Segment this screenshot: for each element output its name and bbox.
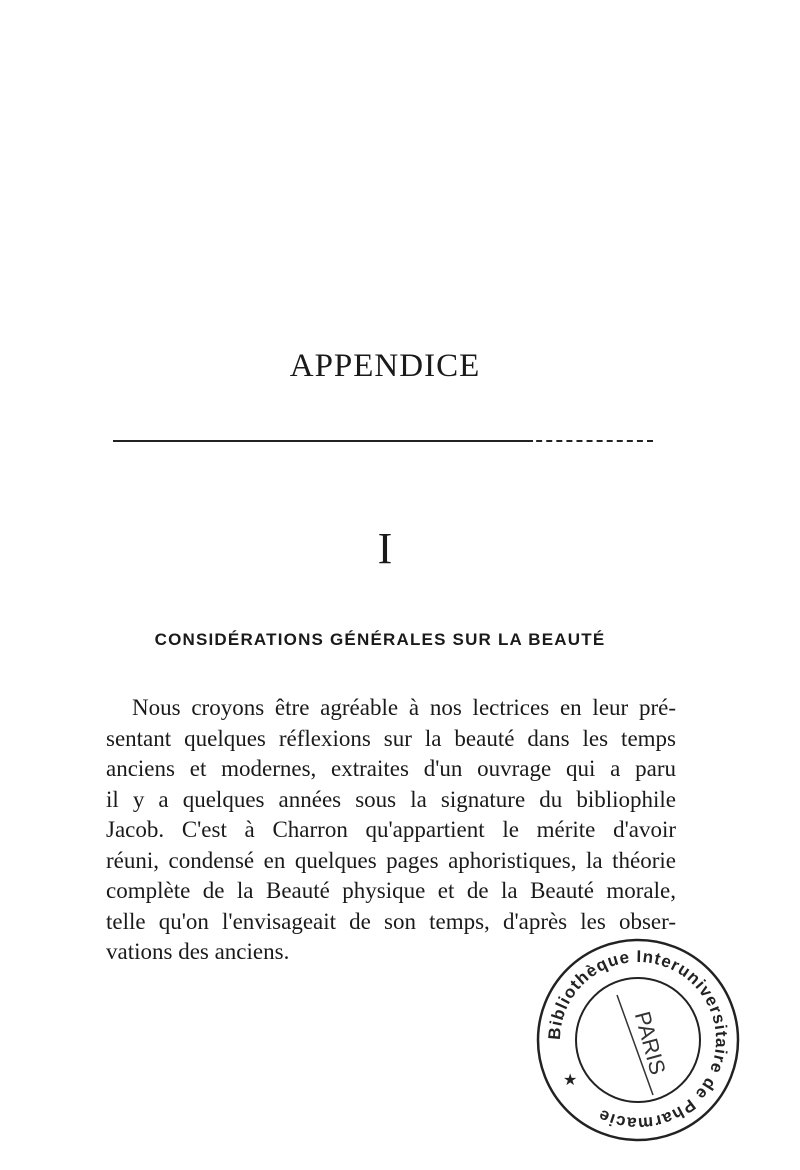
library-stamp xyxy=(533,935,743,1145)
paragraph-line: vations des anciens. xyxy=(106,939,290,964)
star-icon: ★ xyxy=(563,1070,578,1089)
stamp-ring-text: Bibliothèque Interuniversitaire de Pharmacie xyxy=(544,946,732,1134)
paragraph-line: Nous croyons être agréable à nos lectrices en leur pré- xyxy=(132,695,676,720)
paragraph-line: il y a quelques années sous la signature du bibliophile xyxy=(106,786,676,812)
paragraph-line: complète de la Beauté physique et de la Beauté morale, xyxy=(106,878,676,903)
paragraph-line: sentant quelques réflexions sur la beauté dans les temps xyxy=(106,725,676,751)
appendix-heading: APPENDICE xyxy=(289,348,481,384)
paragraph-line: anciens et modernes, extraites d'un ouvrage qui a paru xyxy=(106,756,676,781)
stamp-center-text: PARIS xyxy=(629,1008,671,1078)
chapter-number: I xyxy=(377,524,393,573)
paragraph-line: réuni, condensé en quelques pages aphoristiques, la théorie xyxy=(106,847,676,873)
chapter-title: CONSIDÉRATIONS GÉNÉRALES SUR LA BEAUTÉ xyxy=(154,630,606,649)
body-paragraph xyxy=(106,693,676,968)
paragraph-line: Jacob. C'est à Charron qu'appartient le mérite d'avoir xyxy=(106,817,676,842)
paragraph-line: telle qu'on l'envisageait de son temps, d'après les obser- xyxy=(106,908,676,934)
separator-rule-solid xyxy=(113,440,533,442)
